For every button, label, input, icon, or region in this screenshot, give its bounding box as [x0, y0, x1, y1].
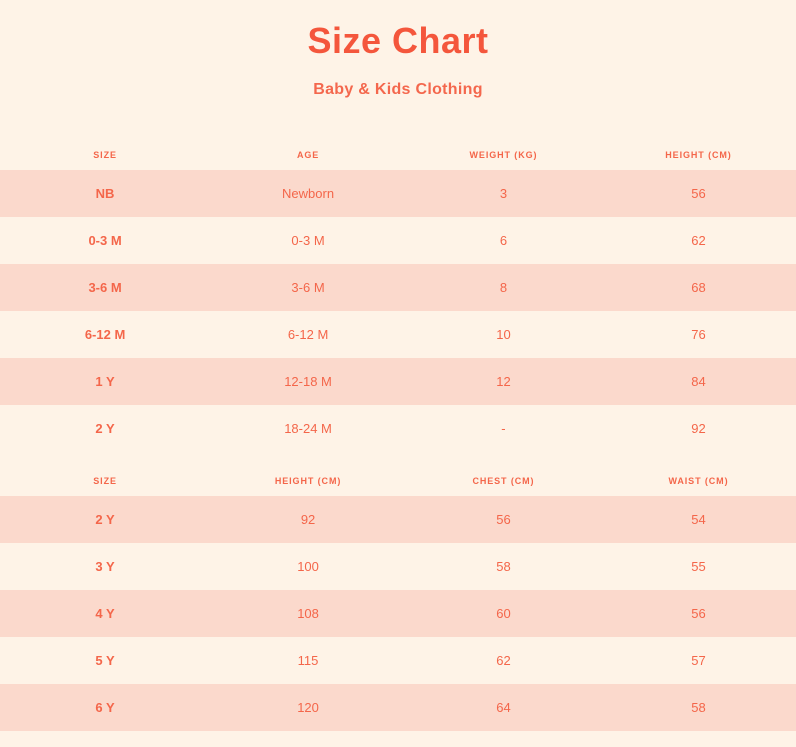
page-header: [0, 0, 796, 99]
cell-waist: 54: [601, 496, 796, 543]
table-header-row: [0, 470, 796, 496]
cell-age: 0-3 M: [210, 217, 406, 264]
cell-height: 62: [601, 217, 796, 264]
baby-size-table-head: [0, 144, 796, 170]
cell-size: 6-12 M: [0, 311, 210, 358]
cell-chest: 60: [406, 590, 601, 637]
cell-size: 2 Y: [0, 405, 210, 452]
column-header-chest: CHEST (CM): [406, 470, 601, 496]
table-row: [0, 496, 796, 543]
cell-waist: 57: [601, 637, 796, 684]
cell-height: 115: [210, 637, 406, 684]
cell-size: 3-6 M: [0, 264, 210, 311]
cell-size: 5 Y: [0, 637, 210, 684]
cell-weight: 3: [406, 170, 601, 217]
cell-size: 3 Y: [0, 543, 210, 590]
cell-weight: 10: [406, 311, 601, 358]
cell-size: 0-3 M: [0, 217, 210, 264]
table-row: [0, 684, 796, 731]
cell-chest: 62: [406, 637, 601, 684]
cell-chest: 58: [406, 543, 601, 590]
baby-size-table-body: [0, 170, 796, 452]
cell-size: 2 Y: [0, 496, 210, 543]
cell-age: 3-6 M: [210, 264, 406, 311]
table-row: [0, 264, 796, 311]
column-header-size: SIZE: [0, 144, 210, 170]
baby-size-table: [0, 144, 796, 452]
cell-age: Newborn: [210, 170, 406, 217]
cell-size: 1 Y: [0, 358, 210, 405]
cell-chest: 64: [406, 684, 601, 731]
cell-height: 68: [601, 264, 796, 311]
cell-weight: 12: [406, 358, 601, 405]
cell-height: 100: [210, 543, 406, 590]
column-header-weight: WEIGHT (KG): [406, 144, 601, 170]
table-row: [0, 543, 796, 590]
cell-waist: 58: [601, 684, 796, 731]
column-header-size: SIZE: [0, 470, 210, 496]
column-header-height: HEIGHT (CM): [210, 470, 406, 496]
cell-waist: 56: [601, 590, 796, 637]
table-header-row: [0, 144, 796, 170]
cell-height: 92: [210, 496, 406, 543]
kids-size-table-body: [0, 496, 796, 731]
cell-height: 56: [601, 170, 796, 217]
table-row: [0, 358, 796, 405]
cell-weight: 8: [406, 264, 601, 311]
cell-size: NB: [0, 170, 210, 217]
kids-size-table-head: [0, 470, 796, 496]
cell-height: 84: [601, 358, 796, 405]
table-row: [0, 590, 796, 637]
cell-height: 76: [601, 311, 796, 358]
table-row: [0, 217, 796, 264]
column-header-age: AGE: [210, 144, 406, 170]
kids-size-table: [0, 470, 796, 731]
cell-height: 108: [210, 590, 406, 637]
cell-height: 120: [210, 684, 406, 731]
page-title: Size Chart: [307, 20, 489, 61]
cell-age: 6-12 M: [210, 311, 406, 358]
table-row: [0, 170, 796, 217]
page-subtitle: Baby & Kids Clothing: [313, 81, 483, 98]
table-row: [0, 311, 796, 358]
cell-height: 92: [601, 405, 796, 452]
kids-size-table-block: [0, 470, 796, 731]
cell-weight: 6: [406, 217, 601, 264]
cell-weight: -: [406, 405, 601, 452]
cell-age: 12-18 M: [210, 358, 406, 405]
cell-chest: 56: [406, 496, 601, 543]
column-header-height: HEIGHT (CM): [601, 144, 796, 170]
table-row: [0, 405, 796, 452]
column-header-waist: WAIST (CM): [601, 470, 796, 496]
cell-age: 18-24 M: [210, 405, 406, 452]
cell-waist: 55: [601, 543, 796, 590]
table-row: [0, 637, 796, 684]
cell-size: 6 Y: [0, 684, 210, 731]
cell-size: 4 Y: [0, 590, 210, 637]
baby-size-table-block: [0, 144, 796, 452]
